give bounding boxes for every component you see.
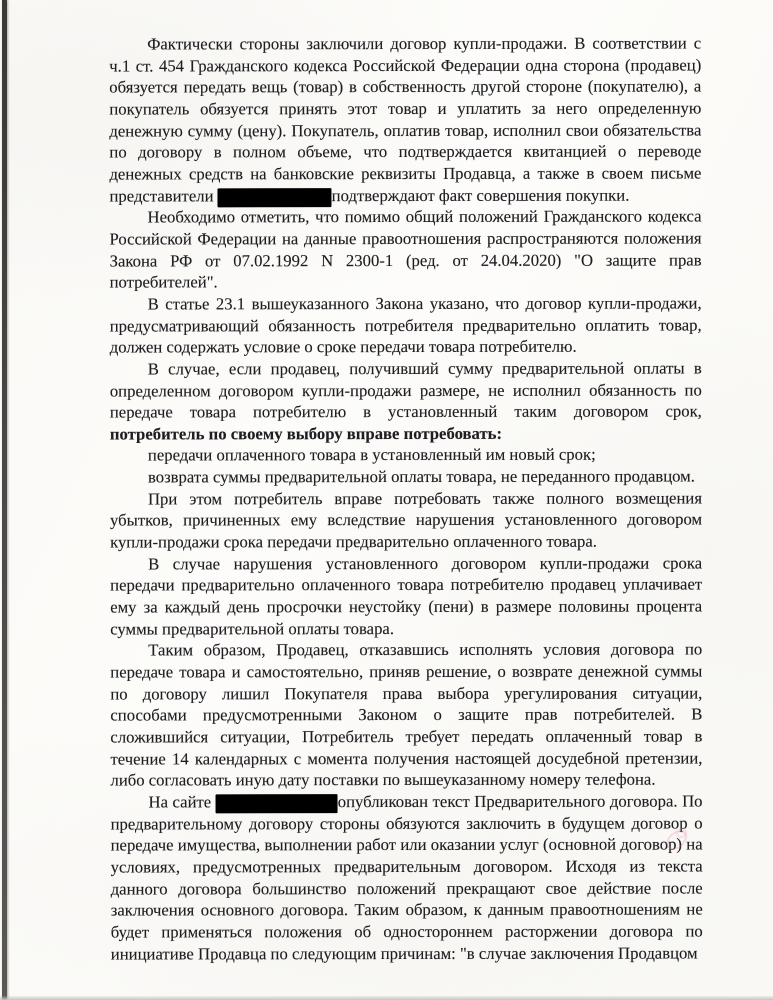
text-run: подтверждают факт совершения покупки. [331, 185, 630, 205]
text-run: опубликован текст Предварительного договора. По предварительному договору стороны обязуются заключить в будущем договор о передаче имущества, выполнении работ или оказании услуг (основной договор) на условиях, предусмотренных предварительным договором. Исходя из текста данного договора большинство положений прекращают свое действие после заключения основного договора. Таким образом, к данным правоотношениям не будет применяться положения об одностороннем расторжении договора по инициативе Продавца по следующим причинам: "в случае заключения Продавцом [110, 791, 703, 964]
scan-edge-bottom [0, 996, 773, 1000]
text-run: В случае, если продавец, получивший сумму предварительной оплаты в определенном договором купли-продажи размере, не исполнил обязанность по передаче товара потребителю в установленный таким договором срок, [109, 358, 702, 422]
paragraph [110, 444, 702, 467]
redaction-bar [218, 188, 332, 207]
bold-text-run: потребитель по своему выбору вправе потребовать: [109, 423, 503, 444]
text-run: На сайте [148, 792, 216, 812]
document-body [109, 32, 703, 964]
paragraph [110, 357, 702, 445]
text-run: Фактически стороны заключили договор купли-продажи. В соответствии с ч.1 ст. 454 Гражданского кодекса Российской Федерации одна сторона (продавец) обязуется передать вещь (товар) в собственность другой стороне (покупателю), а покупатель обязуется принять этот товар и уплатить за него определенную денежную сумму (цену). Покупатель, оплатив товар, исполнил свои обязательства по договору в полном объеме, что подтверждается квитанцией о переводе денежных средств на банковские реквизиты Продавца, а также в своем письме представители [109, 33, 702, 206]
text-run: возврата суммы предварительной оплаты товара, не переданного продавцом. [147, 466, 695, 487]
redaction-bar [216, 794, 338, 813]
paragraph [109, 206, 701, 294]
paragraph [110, 552, 702, 640]
paragraph [110, 487, 702, 553]
text-run: Таким образом, Продавец, отказавшись исполнять условия договора по передаче товара и самостоятельно, приняв решение, о возврате денежной суммы по договору лишил Покупателя права выбора урегулирования ситуации, способами предусмотренными Законом о защите прав потребителей. В сложившийся ситуации, Потребитель требует передать оплаченный товар в течение 14 календарных с момента получения настоящей досудебной претензии, либо согласовать иную дату поставки по вышеуказанному номеру телефона. [110, 639, 703, 790]
scan-edge-left [2, 0, 7, 1000]
paragraph [110, 466, 702, 489]
text-run: В случае нарушения установленного договором купли-продажи срока передачи предварительно оплаченного товара потребителю продавец уплачивает ему за каждый день просрочки неустойку (пени) в размере половины процента суммы предварительной оплаты товара. [110, 553, 703, 639]
paragraph [110, 639, 702, 792]
paragraph [109, 32, 701, 206]
text-run: передачи оплаченного товара в установленный им новый срок; [147, 445, 596, 465]
paragraph [110, 292, 702, 358]
text-run: В статье 23.1 вышеуказанного Закона указано, что договор купли-продажи, предусматривающий обязанность потребителя предварительно оплатить товар, должен содержать условие о сроке передачи товара потребителю. [109, 293, 702, 357]
paragraph [111, 790, 703, 964]
text-run: При этом потребитель вправе потребовать также полного возмещения убытков, причиненных ему вследствие нарушения установленного договором купли-продажи срока передачи предварительно оплаченного товара. [110, 488, 703, 552]
text-run: Необходимо отметить, что помимо общий положений Гражданского кодекса Российской Федерации на данные правоотношения распространяются положения Закона РФ от 07.02.1992 N 2300-1 (ред. от 24.04.2020) "О защите прав потребителей". [109, 206, 702, 292]
